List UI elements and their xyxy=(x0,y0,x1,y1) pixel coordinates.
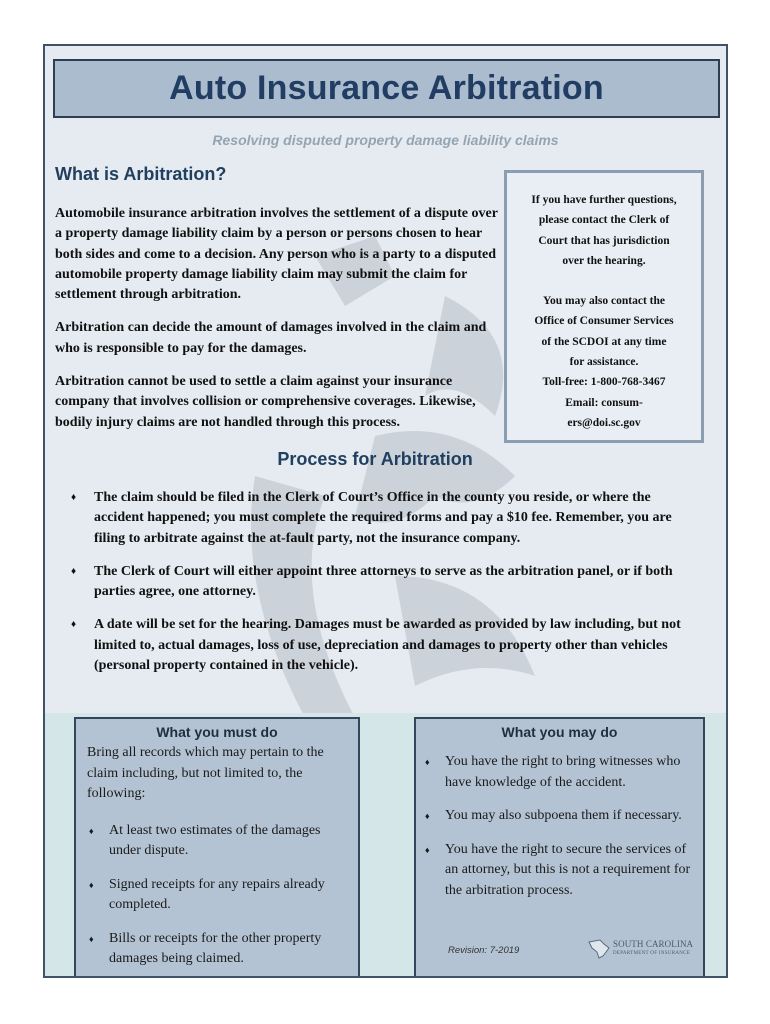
contact-line: over the hearing. xyxy=(562,254,646,267)
contact-line: Court that has jurisdiction xyxy=(538,234,670,247)
must-do-heading: What you must do xyxy=(156,724,278,740)
contact-email: ers@doi.sc.gov xyxy=(567,416,641,429)
what-is-paragraph: Arbitration can decide the amount of damages involved in the claim and who is responsible to pay for the damages. xyxy=(55,320,487,356)
must-do-list xyxy=(76,805,358,970)
must-do-intro: Bring all records which may pertain to the claim including, but not limited to, the following: xyxy=(87,745,324,801)
list-item xyxy=(88,875,350,916)
page-title: Auto Insurance Arbitration xyxy=(169,69,604,107)
process-item-text: The Clerk of Court will either appoint three attorneys to serve as the arbitration panel, or if both parties agree, one attorney. xyxy=(94,563,673,600)
subtitle: Resolving disputed property damage liability claims xyxy=(212,132,559,148)
contact-line: You may also contact the xyxy=(542,295,666,308)
list-item xyxy=(88,929,350,970)
diamond-bullet-icon: ♦ xyxy=(71,492,77,503)
list-item xyxy=(424,840,695,902)
contact-info-box xyxy=(504,170,704,443)
what-is-paragraph: Automobile insurance arbitration involves the settlement of a dispute over a property damage liability claim by a person or persons chosen to hear both sides and come to a decision. Any person who is a party to a disputed automobile property damage liability claim may submit the claim for settlement through arbitration. xyxy=(55,206,498,303)
logo-line-1: SOUTH CAROLINA xyxy=(613,939,694,949)
may-do-list xyxy=(416,740,703,901)
south-carolina-state-outline-icon xyxy=(588,939,610,959)
may-do-item-text: You have the right to secure the services of an attorney, but this is not a requirement for the arbitration process. xyxy=(445,841,691,898)
contact-line: of the SCDOI at any time xyxy=(541,335,667,348)
what-is-paragraph: Arbitration cannot be used to settle a claim against your insurance company that involves collision or comprehensive coverages. Likewise, bodily injury claims are not handled through this process. xyxy=(55,374,476,430)
diamond-bullet-icon: ♦ xyxy=(89,933,94,944)
title-banner xyxy=(53,59,720,118)
logo-line-2: DEPARTMENT OF INSURANCE xyxy=(613,951,691,956)
diamond-bullet-icon: ♦ xyxy=(89,879,94,890)
flyer-page xyxy=(43,44,728,978)
list-item xyxy=(424,806,695,827)
list-item xyxy=(67,488,687,549)
may-do-item-text: You may also subpoena them if necessary. xyxy=(445,808,682,823)
what-is-section xyxy=(55,204,500,446)
list-item xyxy=(88,821,350,862)
must-do-card xyxy=(74,717,360,978)
contact-line: for assistance. xyxy=(569,356,639,369)
diamond-bullet-icon: ♦ xyxy=(425,757,430,767)
diamond-bullet-icon: ♦ xyxy=(71,619,77,631)
process-item-text: The claim should be filed in the Clerk of Court’s Office in the county you reside, or where the accident happened; you must complete the required forms and pay a $10 fee. Remember, you are filing to arbitrate against the at-fault party, not the insurance company. xyxy=(94,490,672,546)
revision-note: Revision: 7-2019 xyxy=(448,945,520,956)
scdoi-logo xyxy=(588,937,694,961)
contact-line: please contact the Clerk of xyxy=(538,214,670,227)
toll-free-number: Toll-free: 1-800-768-3467 xyxy=(542,376,666,389)
process-heading: Process for Arbitration xyxy=(277,449,473,469)
may-do-heading: What you may do xyxy=(501,724,618,740)
diamond-bullet-icon: ♦ xyxy=(425,811,430,821)
may-do-item-text: You have the right to bring witnesses who have knowledge of the accident. xyxy=(445,754,681,790)
diamond-bullet-icon: ♦ xyxy=(71,565,77,577)
diamond-bullet-icon: ♦ xyxy=(89,825,94,836)
must-do-item-text: Bills or receipts for the other property damages being claimed. xyxy=(109,930,322,966)
list-item xyxy=(67,615,687,676)
process-item-text: A date will be set for the hearing. Damages must be awarded as provided by law including, but not limited to, actual damages, loss of use, depreciation and damages to property other than vehicles (personal property contained in the vehicle). xyxy=(94,617,681,674)
process-list xyxy=(67,488,687,689)
list-item xyxy=(67,562,687,603)
contact-line: Office of Consumer Services xyxy=(534,315,674,328)
contact-email: Email: consum- xyxy=(565,396,643,409)
contact-line: If you have further questions, xyxy=(531,194,677,206)
must-do-item-text: Signed receipts for any repairs already completed. xyxy=(109,876,325,912)
may-do-card xyxy=(414,717,705,978)
what-is-heading: What is Arbitration? xyxy=(55,164,227,184)
diamond-bullet-icon: ♦ xyxy=(425,844,430,855)
must-do-item-text: At least two estimates of the damages under dispute. xyxy=(109,822,321,858)
list-item xyxy=(424,752,695,793)
